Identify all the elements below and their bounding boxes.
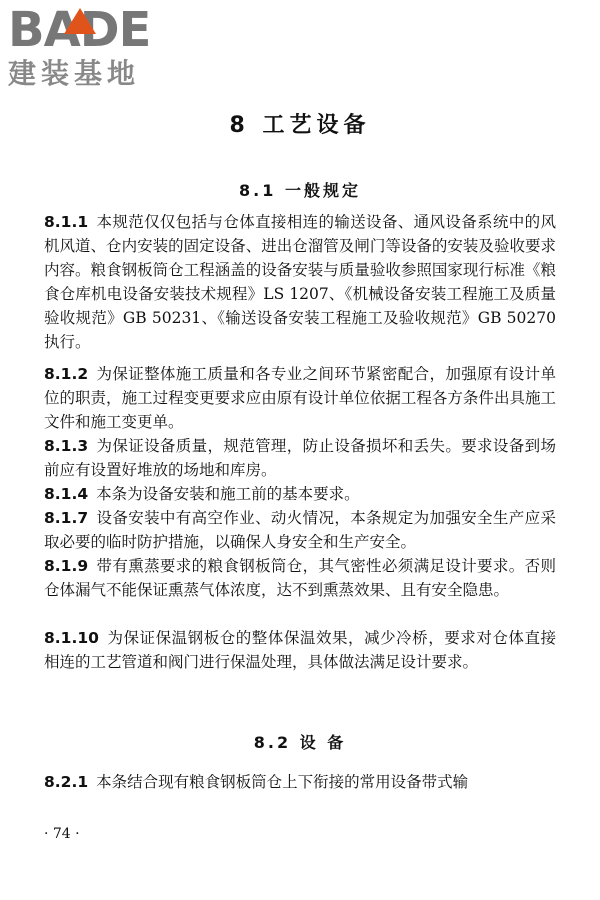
clause-8-1-10 <box>44 626 556 674</box>
logo-accent-triangle <box>64 8 96 34</box>
clause-number: 8.1.2 <box>44 365 89 383</box>
clause-number: 8.1.4 <box>44 485 89 503</box>
clause-number: 8.1.3 <box>44 437 89 455</box>
clause-text: 为保证保温钢板仓的整体保温效果，减少冷桥，要求对仓体直接相连的工艺管道和阀门进行保温处理，具体做法满足设计要求。 <box>44 629 556 671</box>
logo-wordmark: BADE <box>8 2 151 58</box>
clause-text: 本条为设备安装和施工前的基本要求。 <box>96 485 360 503</box>
clause-number: 8.1.1 <box>44 213 89 231</box>
clause-number: 8.2.1 <box>44 773 89 791</box>
clause-text: 为保证设备质量，规范管理，防止设备损坏和丢失。要求设备到场前应有设置好堆放的场地和库房。 <box>44 437 556 479</box>
clause-8-1-2 <box>44 362 556 434</box>
clause-8-1-9 <box>44 554 556 602</box>
clause-8-1-7 <box>44 506 556 554</box>
page-number: · 74 · <box>44 826 80 842</box>
clause-text: 设备安装中有高空作业、动火情况，本条规定为加强安全生产应采取必要的临时防护措施，以确保人身安全和生产安全。 <box>44 509 556 551</box>
clause-text: 带有熏蒸要求的粮食钢板筒仓，其气密性必须满足设计要求。否则仓体漏气不能保证熏蒸气体浓度，达不到熏蒸效果、且有安全隐患。 <box>44 557 556 599</box>
clause-number: 8.1.7 <box>44 509 89 527</box>
clause-number: 8.1.10 <box>44 629 99 647</box>
section-title-8-1: 8.1 一般规定 <box>239 181 361 200</box>
clause-text: 为保证整体施工质量和各专业之间环节紧密配合，加强原有设计单位的职责，施工过程变更要求应由原有设计单位依据工程各方条件出具施工文件和施工变更单。 <box>44 365 556 431</box>
clause-number: 8.1.9 <box>44 557 89 575</box>
section-title-8-2: 8.2 设 备 <box>253 733 347 752</box>
clause-text: 本规范仅仅包括与仓体直接相连的输送设备、通风设备系统中的风机风道、仓内安装的固定设备、进出仓溜管及闸门等设备的安装及验收要求内容。粮食钢板筒仓工程涵盖的设备安装与质量验收参照国家现行标准《粮食仓库机电设备安装技术规程》LS 1207、《机械设备安装工程施工及质量验收规范》GB 50231、《输送设备安装工程施工及验收规范》GB 50270 执行。 <box>44 213 556 351</box>
clause-8-1-4 <box>44 482 556 506</box>
chapter-title: 8 工艺设备 <box>229 113 371 138</box>
clause-8-1-3 <box>44 434 556 482</box>
bade-logo <box>8 4 188 94</box>
logo-subtitle: 建装基地 <box>8 57 141 90</box>
clause-8-1-1 <box>44 210 556 354</box>
clause-8-2-1 <box>44 770 556 794</box>
clause-text: 本条结合现有粮食钢板筒仓上下衔接的常用设备带式输 <box>96 773 469 791</box>
